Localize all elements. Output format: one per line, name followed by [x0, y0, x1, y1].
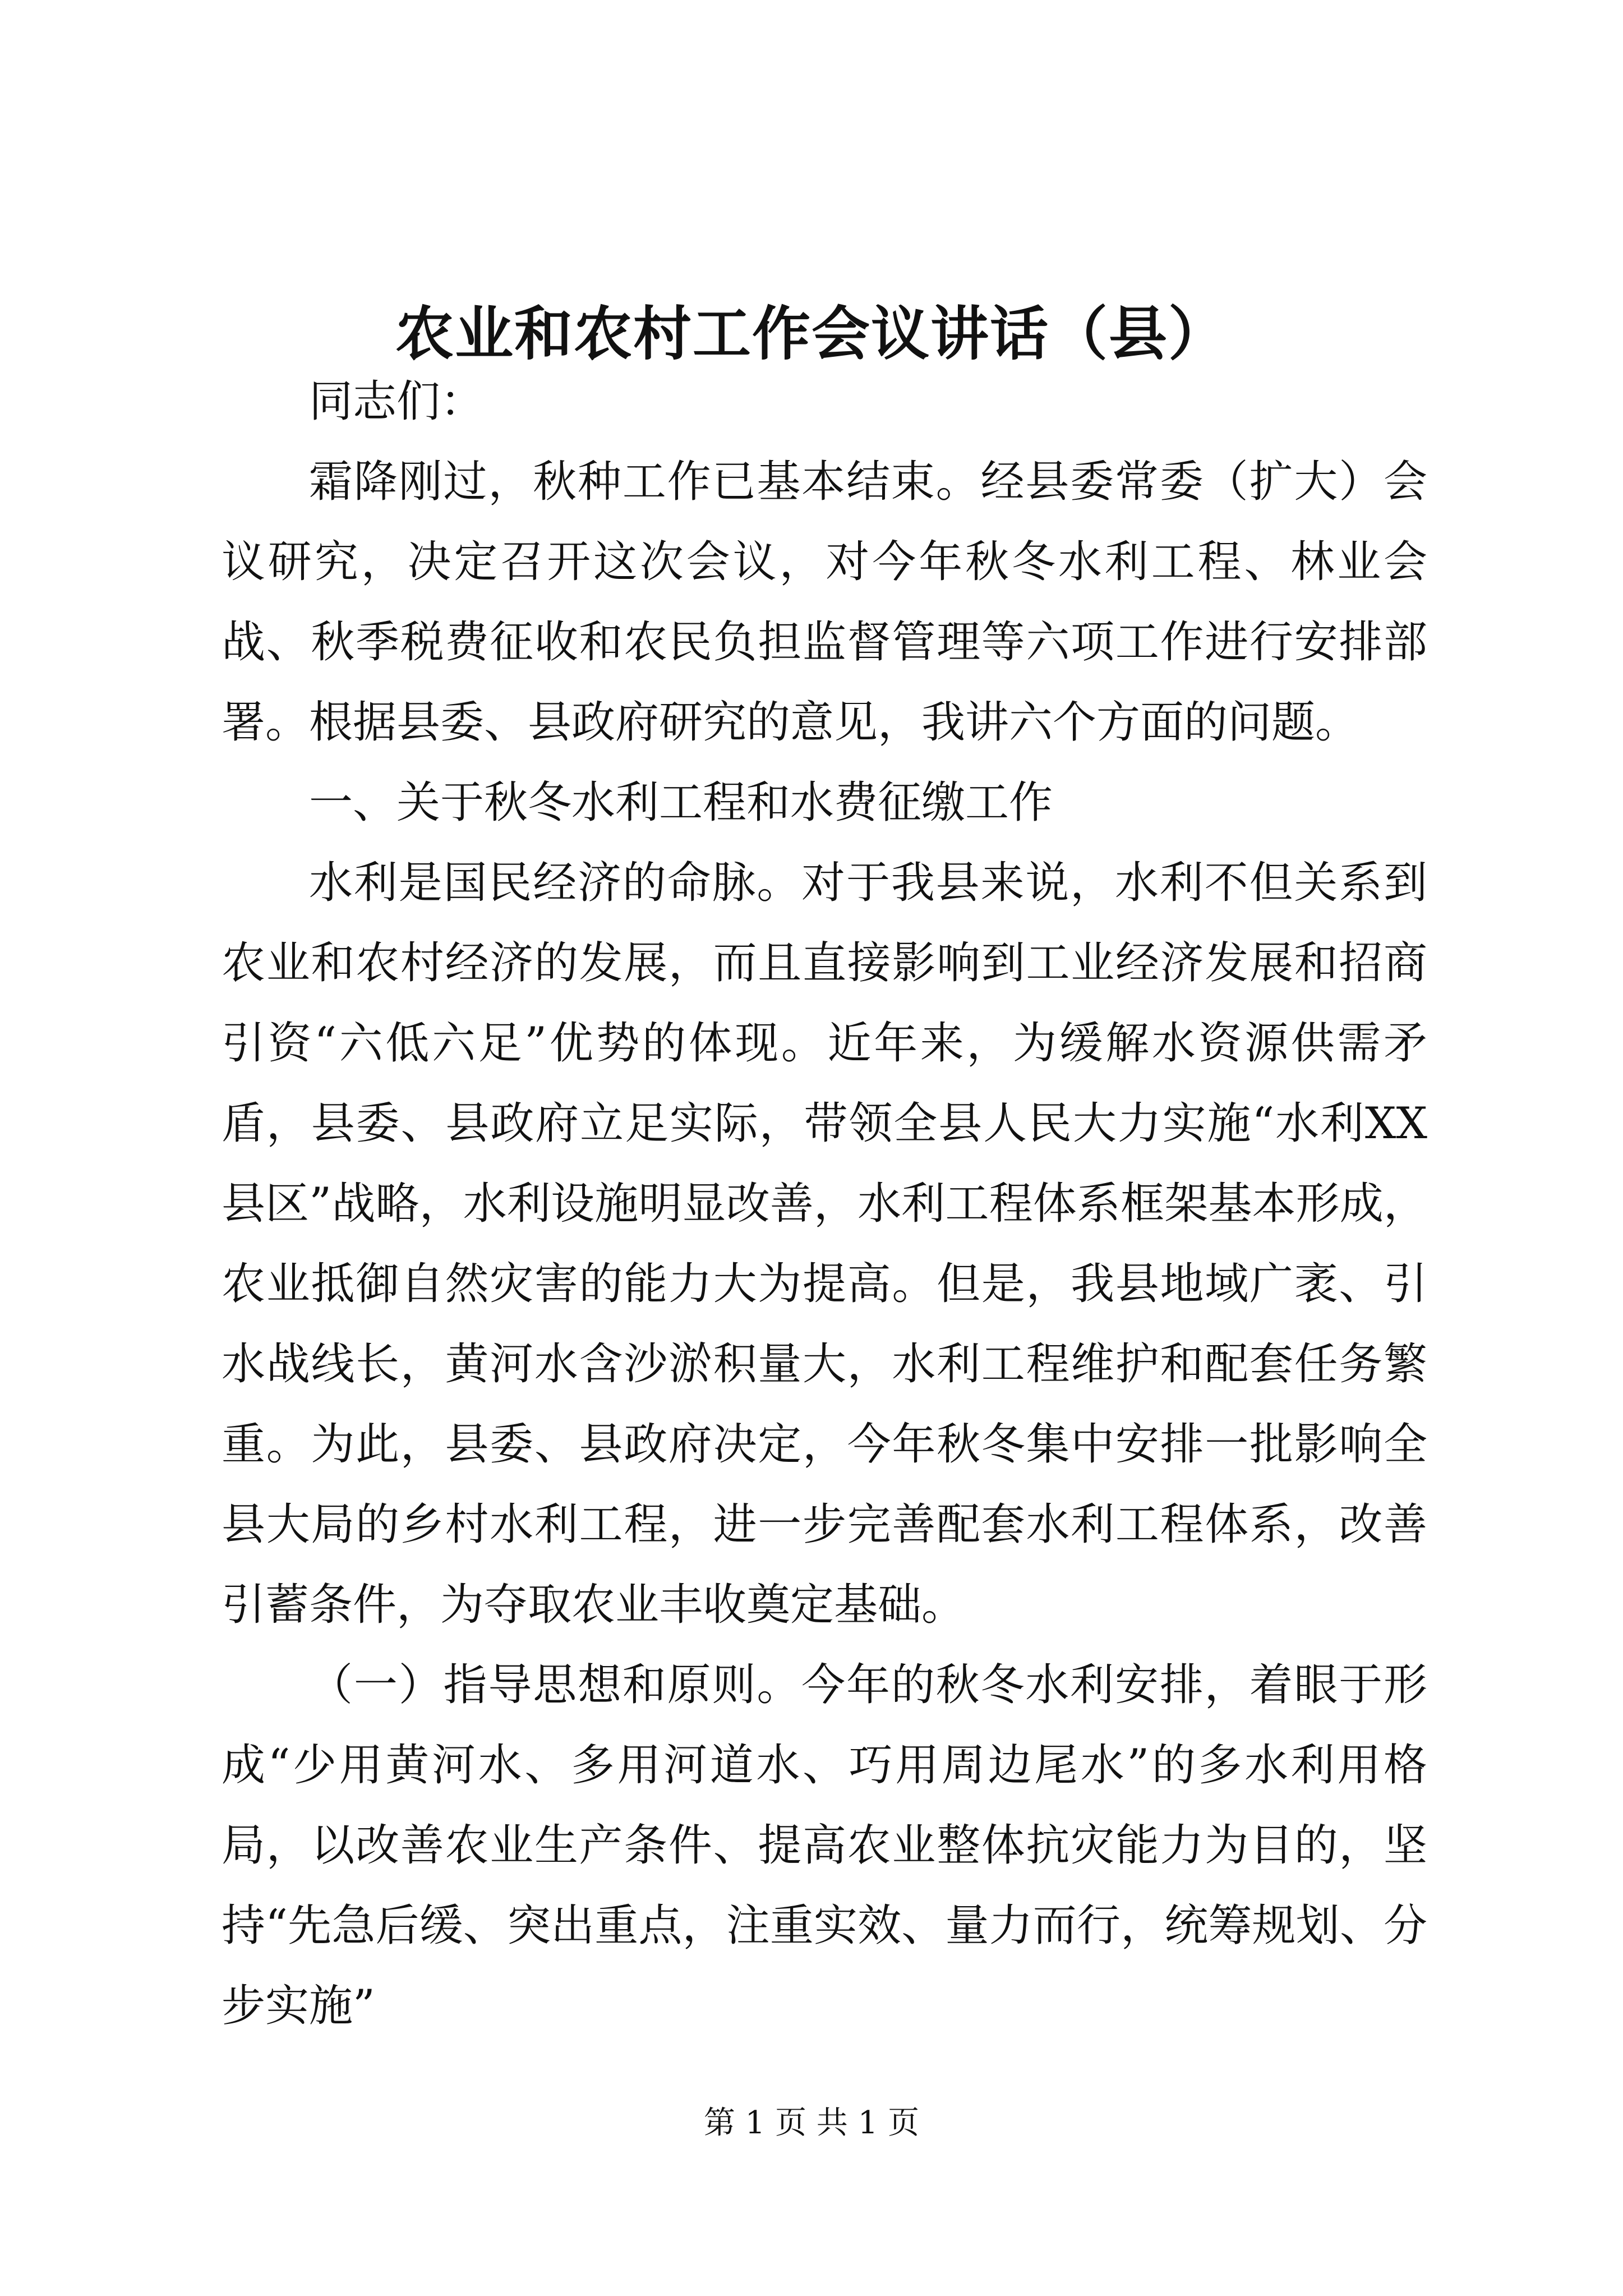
document-body [222, 362, 1427, 2046]
page-footer: 第 1 页 共 1 页 [703, 2105, 920, 2141]
salutation-paragraph: 同志们： [309, 376, 485, 427]
water-conservancy-paragraph: 水利是国民经济的命脉。对于我县来说，水利不但关系到农业和农村经济的发展，而且直接影响到工业经济发展和招商引资“六低六足”优势的体现。近年来，为缓解水资源供需矛盾，县委、县政府立足实际，带领全县人民大力实施“水利XX县区”战略，水利设施明显改善，水利工程体系框架基本形成，农业抵御自然灾害的能力大为提高。但是，我县地域广袤、引水战线长，黄河水含沙淤积量大，水利工程维护和配套任务繁重。为此，县委、县政府决定，今年秋冬集中安排一批影响全县大局的乡村水利工程，进一步完善配套水利工程体系，改善引蓄条件，为夺取农业丰收奠定基础。 [222, 858, 1427, 1630]
section-heading: 一、关于秋冬水利工程和水费征缴工作 [309, 777, 1053, 828]
guiding-principles-paragraph: （一）指导思想和原则。今年的秋冬水利安排，着眼于形成“少用黄河水、多用河道水、巧用周边尾水”的多水利用格局，以改善农业生产条件、提高农业整体抗灾能力为目的，坚持“先急后缓、突出重点，注重实效、量力而行，统筹规划、分步实施” [222, 1660, 1427, 2031]
intro-paragraph: 霜降刚过，秋种工作已基本结束。经县委常委（扩大）会议研究，决定召开这次会议，对今年秋冬水利工程、林业会战、秋季税费征收和农民负担监督管理等六项工作进行安排部署。根据县委、县政府研究的意见，我讲六个方面的问题。 [222, 457, 1427, 748]
document-title: 农业和农村工作会议讲话（县） [395, 299, 1228, 368]
